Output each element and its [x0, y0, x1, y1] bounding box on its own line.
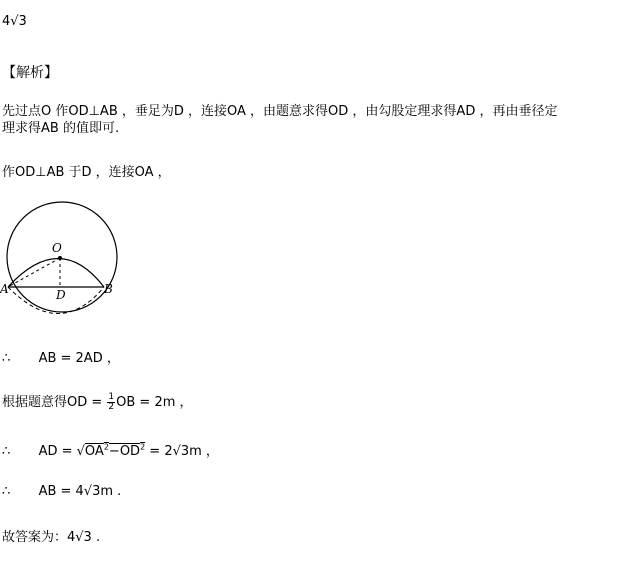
therefore-symbol-1: ∴: [2, 351, 11, 366]
step-4-equation: AB = 4√3m .: [38, 484, 122, 499]
answer-top: 4√3: [2, 14, 27, 29]
label-a: A: [0, 282, 9, 296]
step-1: [2, 347, 120, 366]
upper-arc: [8, 259, 104, 288]
step-2-prefix: 根据题意得OD =: [2, 395, 107, 410]
label-b: B: [104, 282, 113, 296]
radicand: $OA^2-OD^2$: [84, 442, 146, 459]
construction-step: 作OD⊥AB 于D ，连接OA ，: [2, 165, 171, 180]
step-1-equation: AB = 2AD ，: [38, 351, 120, 366]
step-2-suffix: OB = 2m ，: [116, 395, 193, 410]
step-3: [2, 440, 219, 459]
final-answer: 故答案为：4√3 .: [2, 530, 101, 545]
therefore-symbol-4: ∴: [2, 484, 11, 499]
step-4: [2, 484, 121, 499]
circle-figure: [0, 200, 140, 320]
fraction-numerator: 1: [108, 392, 115, 402]
analysis-line-2: 理求得AB 的值即可.: [2, 121, 120, 136]
sqrt-symbol: √: [76, 444, 85, 459]
step-3-rhs: = 2√3m ，: [145, 444, 219, 459]
center-point: [58, 256, 62, 260]
label-o: O: [52, 241, 62, 255]
step-2: [2, 391, 193, 412]
analysis-line-1: 先过点O 作OD⊥AB ，垂足为D ，连接OA ，由题意求得OD ，由勾股定理求得AD ，再由垂径定: [2, 104, 558, 119]
fraction-denominator: 2: [108, 402, 115, 412]
step-3-lhs: AD =: [38, 444, 77, 459]
section-heading: 【解析】: [2, 65, 58, 81]
therefore-symbol-3: ∴: [2, 444, 11, 459]
segment-oa: [8, 258, 60, 287]
fraction-one-half: [107, 393, 115, 412]
label-d: D: [56, 288, 66, 302]
